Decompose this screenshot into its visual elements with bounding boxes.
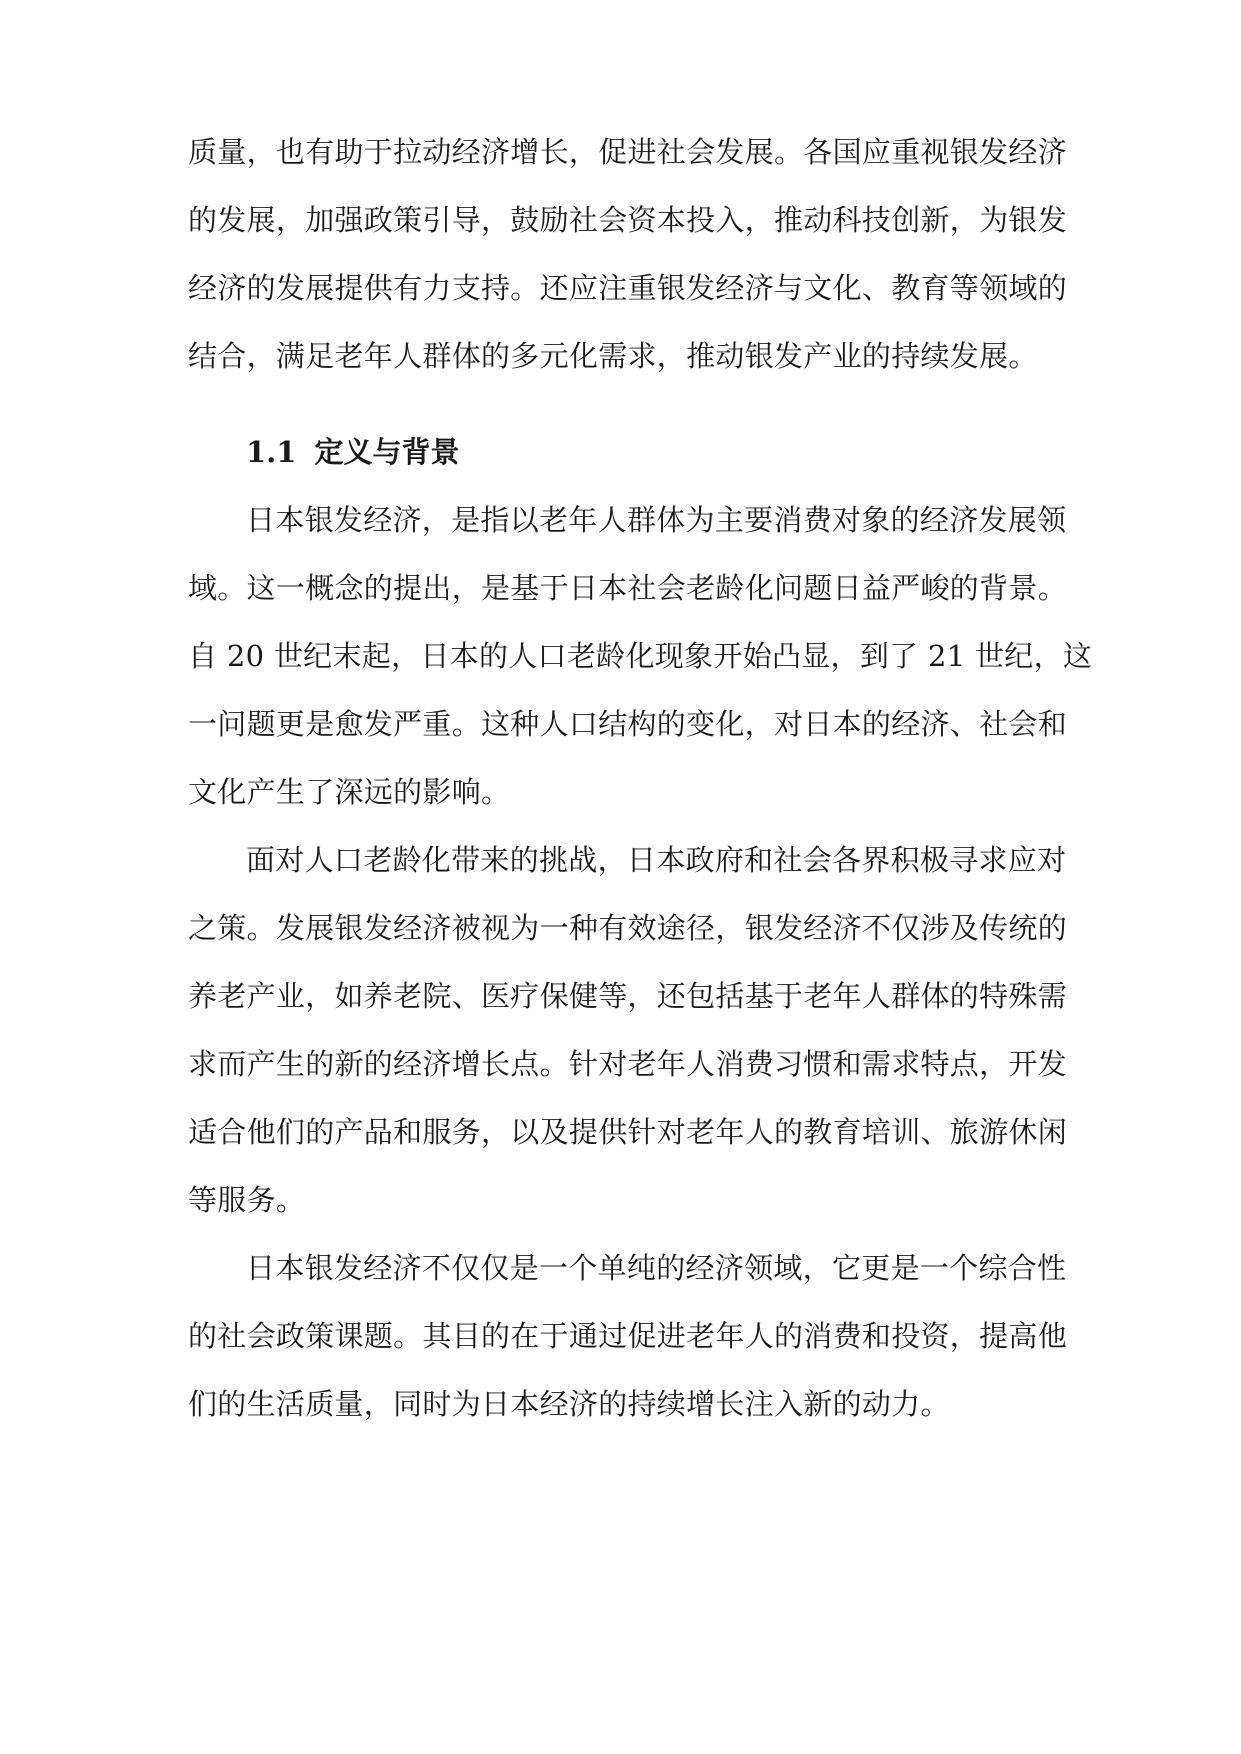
paragraph-3-line-2: 的社会政策课题。其目的在于通过促进老年人的消费和投资，提高他	[188, 1319, 1068, 1353]
paragraph-2-line-1: 面对人口老龄化带来的挑战，日本政府和社会各界积极寻求应对	[246, 843, 1067, 877]
intro-line-4: 结合，满足老年人群体的多元化需求，推动银发产业的持续发展。	[188, 339, 1038, 373]
paragraph-1-line-3: 自 20 世纪末起，日本的人口老龄化现象开始凸显，到了 21 世纪，这	[188, 639, 1093, 673]
paragraph-2-line-5: 适合他们的产品和服务，以及提供针对老年人的教育培训、旅游休闲	[188, 1115, 1068, 1149]
paragraph-1-line-1: 日本银发经济，是指以老年人群体为主要消费对象的经济发展领	[246, 503, 1067, 537]
paragraph-1-line-4: 一问题更是愈发严重。这种人口结构的变化，对日本的经济、社会和	[188, 707, 1068, 741]
section-title: 定义与背景	[314, 435, 460, 469]
paragraph-3-line-1: 日本银发经济不仅仅是一个单纯的经济领域，它更是一个综合性	[246, 1251, 1067, 1285]
section-heading	[246, 432, 459, 472]
paragraph-2-line-6: 等服务。	[188, 1183, 306, 1217]
section-number: 1.1	[246, 435, 297, 469]
paragraph-1-line-2: 域。这一概念的提出，是基于日本社会老龄化问题日益严峻的背景。	[188, 571, 1068, 605]
paragraph-2-line-4: 求而产生的新的经济增长点。针对老年人消费习惯和需求特点，开发	[188, 1047, 1068, 1081]
paragraph-1-line-5: 文化产生了深远的影响。	[188, 775, 511, 809]
intro-line-3: 经济的发展提供有力支持。还应注重银发经济与文化、教育等领域的	[188, 271, 1068, 305]
paragraph-2-line-2: 之策。发展银发经济被视为一种有效途径，银发经济不仅涉及传统的	[188, 911, 1068, 945]
paragraph-2-line-3: 养老产业，如养老院、医疗保健等，还包括基于老年人群体的特殊需	[188, 979, 1068, 1013]
intro-line-1: 质量，也有助于拉动经济增长，促进社会发展。各国应重视银发经济	[188, 135, 1068, 169]
intro-line-2: 的发展，加强政策引导，鼓励社会资本投入，推动科技创新，为银发	[188, 203, 1068, 237]
paragraph-3-line-3: 们的生活质量，同时为日本经济的持续增长注入新的动力。	[188, 1387, 950, 1421]
